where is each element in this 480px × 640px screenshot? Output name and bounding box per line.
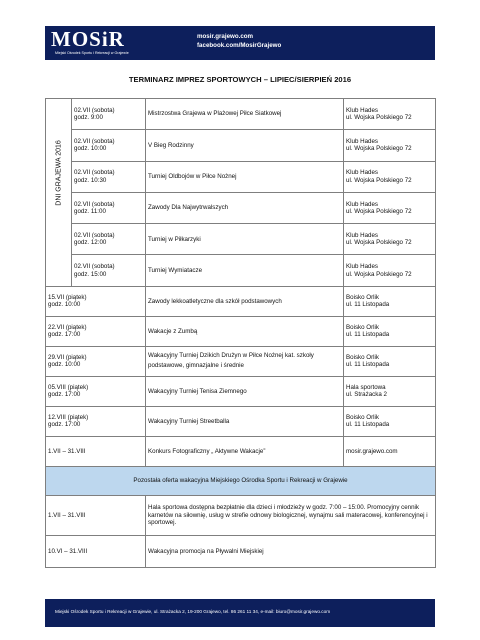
event-date-cell	[46, 316, 146, 346]
event-venue-line1: Hala sportowa	[346, 383, 386, 391]
event-date-line1: 12.VIII (piątek)	[48, 413, 89, 421]
event-date-cell	[72, 255, 146, 286]
event-venue-line2: ul. 11 Listopada	[346, 361, 390, 369]
event-date-cell	[72, 130, 146, 161]
group-label: DNI GRAJEWA 2016	[55, 139, 63, 206]
table-row	[46, 346, 436, 376]
offer-date: 1.VII – 31.VIII	[46, 495, 146, 535]
event-venue-line2: ul. Wojska Polskiego 72	[346, 239, 412, 247]
event-date-cell	[46, 286, 146, 316]
table-row	[46, 535, 436, 567]
event-date-cell	[72, 99, 146, 130]
event-venue-line2: ul. 11 Listopada	[346, 331, 390, 339]
table-row	[46, 255, 436, 286]
event-date-line2: godz. 10:30	[74, 176, 107, 184]
event-venue-cell	[344, 130, 436, 161]
event-name: Wakacyjny Turniej Streetballa	[146, 406, 344, 436]
other-offer-heading: Pozostała oferta wakacyjna Miejskiego Ośrodka Sportu i Rekreacji w Grajewie	[46, 466, 436, 495]
page-title: TERMINARZ IMPREZ SPORTOWYCH – LIPIEC/SIERPIEŃ 2016	[128, 75, 352, 84]
group-label-cell	[46, 99, 72, 287]
event-venue-line1: Klub Hades	[346, 106, 378, 114]
schedule-table	[45, 98, 436, 568]
event-date-line2: godz. 9:00	[74, 114, 103, 122]
event-venue-line2: ul. 11 Listopada	[346, 421, 390, 429]
event-date-cell	[72, 192, 146, 223]
event-name: Turniej w Piłkarzyki	[146, 224, 344, 255]
event-date-line1: 02.VII (sobota)	[74, 106, 115, 114]
event-venue-line1: Boisko Orlik	[346, 413, 380, 421]
logo-subtitle: Miejski Ośrodek Sportu i Rekreacji w Grajewie	[55, 51, 129, 55]
event-date-line1: 02.VII (sobota)	[74, 231, 115, 239]
event-venue-line2: ul. Wojska Polskiego 72	[346, 270, 412, 278]
event-name: Zawody Dla Najwytrwalszych	[146, 192, 344, 223]
header-links	[197, 33, 281, 50]
event-venue-cell	[344, 406, 436, 436]
event-date-line2: godz. 10:00	[48, 361, 81, 369]
website-link[interactable]: mosir.grajewo.com	[197, 33, 254, 40]
event-date-line1: 02.VII (sobota)	[74, 169, 115, 177]
event-venue-line1: Klub Hades	[346, 169, 378, 177]
event-venue-line1: Klub Hades	[346, 138, 378, 146]
table-row	[46, 161, 436, 192]
event-venue-cell	[344, 192, 436, 223]
event-venue-cell	[344, 346, 436, 376]
event-date-line1: 15.VII (piątek)	[48, 293, 87, 301]
event-date-line1: 22.VII (piątek)	[48, 323, 87, 331]
event-venue-line1: Boisko Orlik	[346, 353, 380, 361]
event-name: Zawody lekkoatletyczne dla szkół podstawowych	[146, 286, 344, 316]
event-date-cell	[72, 224, 146, 255]
event-date-line2: godz. 15:00	[74, 270, 107, 278]
event-venue-line1: Klub Hades	[346, 263, 378, 271]
event-date-line1: 02.VII (sobota)	[74, 263, 115, 271]
event-date-line2: godz. 17:00	[48, 421, 81, 429]
event-venue-line1: Boisko Orlik	[346, 293, 380, 301]
event-venue-line2: ul. Wojska Polskiego 72	[346, 208, 412, 216]
event-date-line1: 02.VII (sobota)	[74, 200, 115, 208]
logo-text: MOSiR	[51, 27, 125, 51]
event-name: Wakacyjny Turniej Dzikich Drużyn w Piłce Nożnej kat. szkoły podstawowe, gimnazjalne i średnie	[146, 346, 344, 376]
footer-contact: Miejski Ośrodek Sportu i Rekreacji w Grajewie, ul. Strażacka 2, 19-200 Grajewo, tel. 86 261 11 34, e-mail: biuro@mosir.grajewo.com	[55, 609, 331, 614]
event-venue-line2: ul. 11 Listopada	[346, 301, 390, 309]
event-venue-line2: ul. Strażacka 2	[346, 391, 387, 399]
event-date-line1: 02.VII (sobota)	[74, 138, 115, 146]
table-row	[46, 99, 436, 130]
event-venue-cell	[344, 316, 436, 346]
event-venue-cell	[344, 224, 436, 255]
event-date-cell	[72, 161, 146, 192]
offer-date: 10.VI – 31.VIII	[46, 535, 146, 567]
event-venue-cell	[344, 161, 436, 192]
event-date-line2: godz. 10:00	[48, 301, 81, 309]
event-date-line1: 1.VII – 31.VIII	[48, 447, 86, 455]
event-venue-line1: mosir.grajewo.com	[346, 447, 398, 455]
event-venue-cell	[344, 99, 436, 130]
event-date-line2: godz. 12:00	[74, 239, 107, 247]
table-row	[46, 224, 436, 255]
event-date-line2: godz. 10:00	[74, 145, 107, 153]
event-date-cell	[46, 406, 146, 436]
event-name: V Bieg Rodzinny	[146, 130, 344, 161]
facebook-link[interactable]: facebook.com/MosirGrajewo	[197, 41, 282, 49]
table-row	[46, 406, 436, 436]
event-name: Wakacje z Zumbą	[146, 316, 344, 346]
event-date-cell	[46, 346, 146, 376]
event-venue-cell	[344, 436, 436, 466]
event-venue-line1: Boisko Orlik	[346, 323, 380, 331]
table-row	[46, 436, 436, 466]
event-venue-line1: Klub Hades	[346, 200, 378, 208]
table-row	[46, 130, 436, 161]
event-venue-cell	[344, 286, 436, 316]
event-venue-cell	[344, 376, 436, 406]
table-row	[46, 495, 436, 535]
event-name: Konkurs Fotograficzny „ Aktywne Wakacje”	[146, 436, 344, 466]
offer-description: Wakacyjna promocja na Pływalni Miejskiej	[146, 535, 436, 567]
event-name: Mistrzostwa Grajewa w Plażowej Piłce Siatkowej	[146, 99, 344, 130]
table-row	[46, 192, 436, 223]
event-venue-cell	[344, 255, 436, 286]
event-date-line2: godz. 17:00	[48, 391, 81, 399]
event-venue-line2: ul. Wojska Polskiego 72	[346, 145, 412, 153]
table-row	[46, 316, 436, 346]
event-venue-line2: ul. Wojska Polskiego 72	[346, 176, 412, 184]
table-row	[46, 376, 436, 406]
header-banner	[45, 26, 435, 60]
event-name: Turniej Wymiatacze	[146, 255, 344, 286]
event-venue-line1: Klub Hades	[346, 231, 378, 239]
offer-description: Hala sportowa dostępna bezpłatnie dla dzieci i młodzieży w godz. 7:00 – 15:00. Promocyjny cennik karnetów na siłownię, usług w strefie odnowy biologicznej, wynajmu sali materacowej, konferencyjnej i sportowej.	[146, 495, 436, 535]
mosir-logo	[51, 29, 171, 57]
section-header-row	[46, 466, 436, 495]
event-date-line2: godz. 17:00	[48, 331, 81, 339]
event-date-cell	[46, 436, 146, 466]
event-name: Wakacyjny Turniej Tenisa Ziemnego	[146, 376, 344, 406]
table-row	[46, 286, 436, 316]
event-date-line1: 05.VIII (piątek)	[48, 383, 89, 391]
event-venue-line2: ul. Wojska Polskiego 72	[346, 114, 412, 122]
event-date-line1: 29.VII (piątek)	[48, 353, 87, 361]
footer-banner	[45, 599, 435, 627]
event-name: Turniej Oldbojów w Piłce Nożnej	[146, 161, 344, 192]
event-date-line2: godz. 11:00	[74, 208, 106, 216]
event-date-cell	[46, 376, 146, 406]
